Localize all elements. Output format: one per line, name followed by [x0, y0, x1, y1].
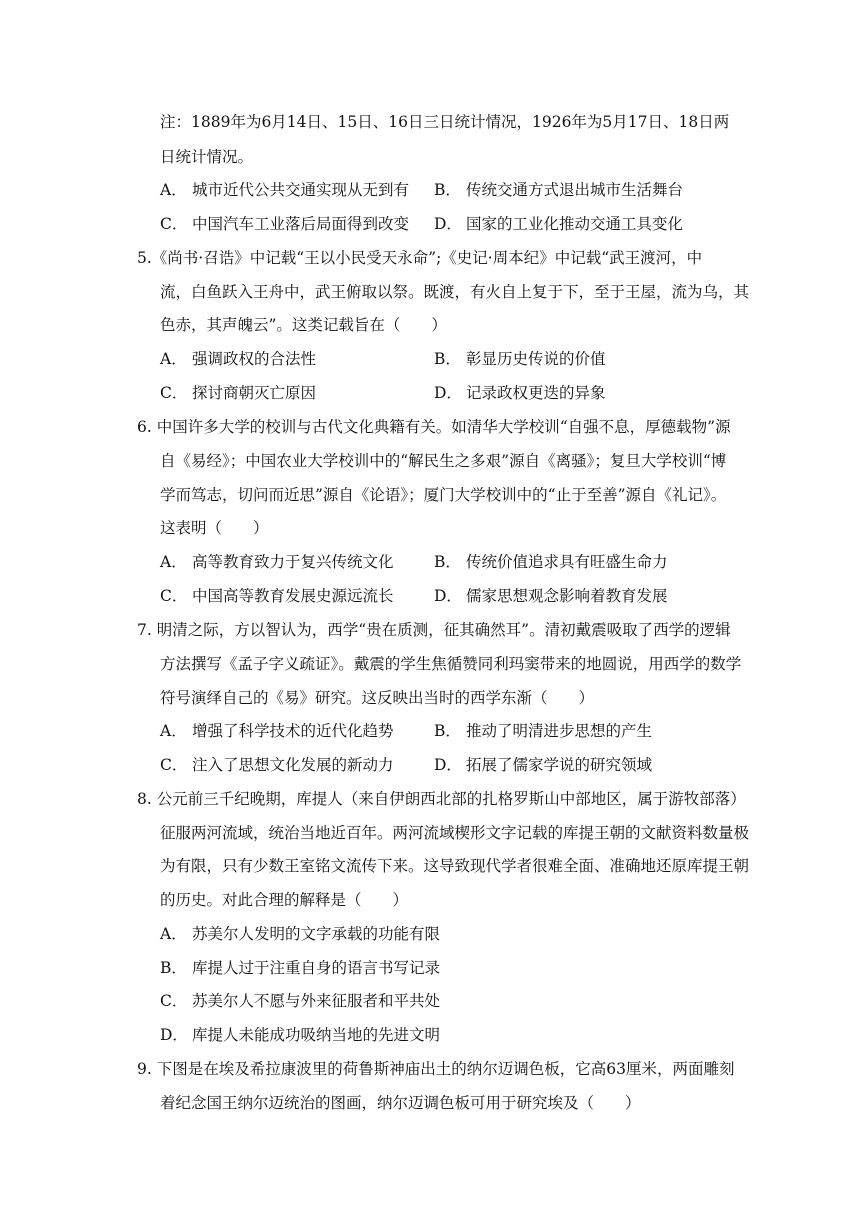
- q5-stem-line-1: 5.《尚书·召诰》中记载“王以小民受天永命”;《史记·周本纪》中记载“武王渡河，中: [137, 249, 703, 267]
- option-label: D．: [160, 1026, 188, 1044]
- q5-stem-line-3: 色赤，其声魄云”。这类记载旨在（ ）: [160, 316, 447, 334]
- option-text: 中国高等教育发展史源远流长: [192, 587, 394, 605]
- option-text: 增强了科学技术的近代化趋势: [192, 722, 394, 740]
- q6-stem-line-3: 学而笃志，切问而近思”源自《论语》；厦门大学校训中的“止于至善”源自《礼记》。: [160, 486, 727, 504]
- option-text: 高等教育致力于复兴传统文化: [192, 553, 394, 571]
- option-text: 中国汽车工业落后局面得到改变: [192, 215, 410, 233]
- option-text: 传统交通方式退出城市生活舞台: [466, 181, 684, 199]
- option-text: 彰显历史传说的价值: [466, 350, 606, 368]
- q8-option-a: [160, 924, 440, 944]
- option-label: C．: [160, 384, 188, 402]
- q7-option-b: [434, 721, 652, 741]
- option-label: A．: [160, 553, 187, 571]
- q5-option-b: [434, 349, 606, 369]
- q8-stem-line-3: 为有限，只有少数王室铭文流传下来。这导致现代学者很难全面、准确地还原库提王朝: [160, 857, 750, 875]
- option-label: B．: [434, 722, 461, 740]
- option-label: C．: [160, 215, 188, 233]
- q9-stem-line-1: 9. 下图是在埃及希拉康波里的荷鲁斯神庙出土的纳尔迈调色板，它高63厘米，两面雕刻: [137, 1060, 735, 1078]
- option-text: 库提人未能成功吸纳当地的先进文明: [192, 1026, 441, 1044]
- option-text: 国家的工业化推动交通工具变化: [466, 215, 684, 233]
- option-text: 苏美尔人不愿与外来征服者和平共处: [192, 992, 441, 1010]
- option-text: 拓展了儒家学说的研究领域: [466, 756, 653, 774]
- q8-option-b: [160, 958, 440, 978]
- q5-option-c: [160, 383, 316, 403]
- q6-option-b: [434, 552, 668, 572]
- option-label: D．: [434, 384, 462, 402]
- q6-option-c: [160, 586, 394, 606]
- q7-stem-line-3: 符号演绎自己的《易》研究。这反映出当时的西学东渐（ ）: [160, 689, 595, 707]
- option-text: 记录政权更迭的异象: [466, 384, 606, 402]
- option-label: B．: [434, 350, 461, 368]
- option-label: B．: [434, 181, 461, 199]
- option-text: 探讨商朝灭亡原因: [192, 384, 317, 402]
- option-label: A．: [160, 181, 187, 199]
- q8-stem-line-2: 征服两河流域，统治当地近百年。两河流域楔形文字记载的库提王朝的文献资料数量极: [160, 824, 750, 842]
- q4-option-d: [434, 214, 683, 234]
- q4-option-b: [434, 180, 683, 200]
- q6-stem-line-1: 6. 中国许多大学的校训与古代文化典籍有关。如清华大学校训“自强不息，厚德载物”源: [137, 418, 731, 436]
- option-text: 城市近代公共交通实现从无到有: [192, 181, 410, 199]
- q5-option-d: [434, 383, 606, 403]
- q5-stem-line-2: 流，白鱼跃入王舟中，武王俯取以祭。既渡，有火自上复于下，至于王屋，流为乌，其: [160, 283, 750, 301]
- q6-stem-line-4: 这表明（ ）: [160, 519, 269, 537]
- q4-option-a: [160, 180, 409, 200]
- option-text: 注入了思想文化发展的新动力: [192, 756, 394, 774]
- option-label: A．: [160, 722, 187, 740]
- option-text: 苏美尔人发明的文字承载的功能有限: [192, 925, 441, 943]
- option-text: 儒家思想观念影响着教育发展: [466, 587, 668, 605]
- option-text: 库提人过于注重自身的语言书写记录: [192, 959, 441, 977]
- option-label: A．: [160, 925, 187, 943]
- q8-stem-line-1: 8. 公元前三千纪晚期，库提人（来自伊朗西北部的扎格罗斯山中部地区，属于游牧部落）: [137, 790, 746, 808]
- q7-option-c: [160, 755, 394, 775]
- option-label: B．: [160, 959, 187, 977]
- option-label: D．: [434, 215, 462, 233]
- table-note-line-1: 注：1889年为6月14日、15日、16日三日统计情况，1926年为5月17日、18日两: [160, 113, 730, 131]
- q8-option-c: [160, 991, 440, 1011]
- q6-stem-line-2: 自《易经》；中国农业大学校训中的“解民生之多艰”源自《离骚》；复旦大学校训“博: [160, 452, 727, 470]
- q7-option-a: [160, 721, 394, 741]
- option-label: D．: [434, 587, 462, 605]
- q9-stem-line-2: 着纪念国王纳尔迈统治的图画，纳尔迈调色板可用于研究埃及（ ）: [160, 1094, 641, 1112]
- q8-option-d: [160, 1025, 440, 1045]
- q5-option-a: [160, 349, 316, 369]
- option-text: 传统价值追求具有旺盛生命力: [466, 553, 668, 571]
- option-label: C．: [160, 756, 188, 774]
- q7-option-d: [434, 755, 652, 775]
- option-label: D．: [434, 756, 462, 774]
- q6-option-d: [434, 586, 668, 606]
- q6-option-a: [160, 552, 394, 572]
- option-label: C．: [160, 992, 188, 1010]
- option-label: C．: [160, 587, 188, 605]
- q4-option-c: [160, 214, 409, 234]
- option-text: 强调政权的合法性: [192, 350, 317, 368]
- option-label: A．: [160, 350, 187, 368]
- q7-stem-line-1: 7. 明清之际，方以智认为，西学“贵在质测，征其确然耳”。清初戴震吸取了西学的逻辑: [137, 621, 731, 639]
- q7-stem-line-2: 方法撰写《孟子字义疏证》。戴震的学生焦循赞同利玛窦带来的地圆说，用西学的数学: [160, 655, 742, 673]
- table-note-line-2: 日统计情况。: [160, 148, 254, 166]
- option-text: 推动了明清进步思想的产生: [466, 722, 653, 740]
- q8-stem-line-4: 的历史。对此合理的解释是（ ）: [160, 891, 409, 909]
- option-label: B．: [434, 553, 461, 571]
